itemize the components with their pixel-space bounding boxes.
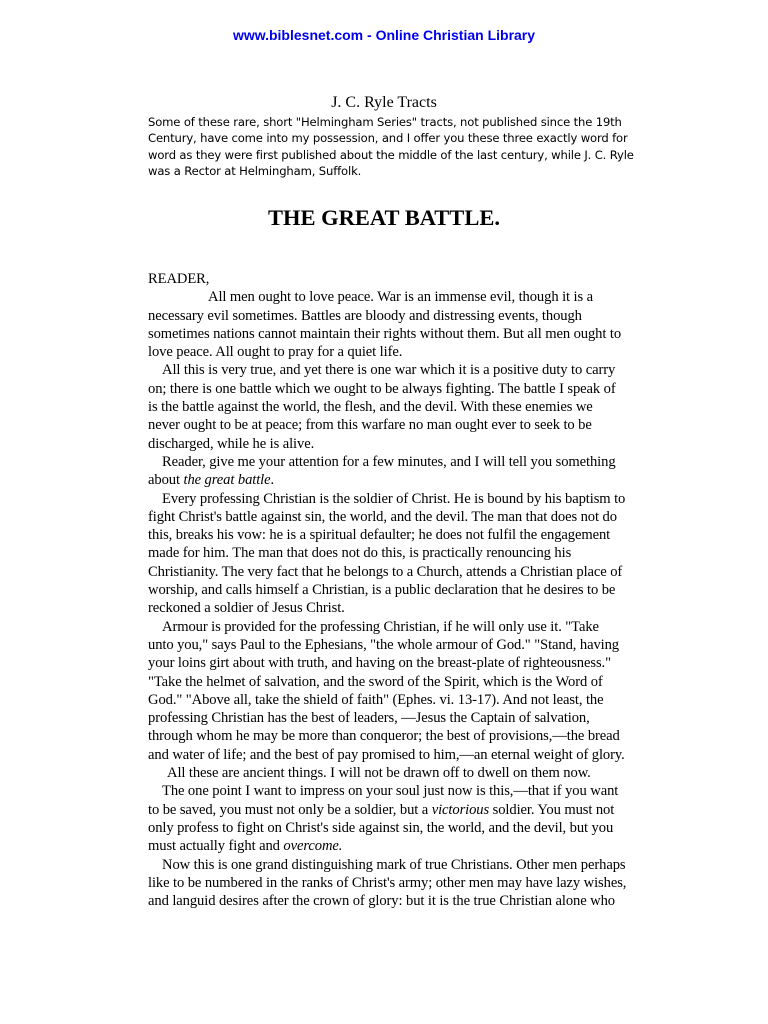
intro-line: was a Rector at Helmingham, Suffolk.: [148, 163, 362, 178]
tract-body: [148, 270, 668, 910]
intro-line: word as they were first published about the middle of the last century, while J. C. Ryle: [148, 147, 634, 162]
text-run: soldier. You must not: [489, 801, 615, 818]
body-line: reckoned a soldier of Jesus Christ.: [148, 600, 345, 617]
body-line: Christianity. The very fact that he belongs to a Church, attends a Christian place of: [148, 563, 623, 580]
body-line: unto you," says Paul to the Ephesians, "the whole armour of God." "Stand, having: [148, 636, 620, 653]
emphasis-text: overcome.: [283, 838, 343, 855]
body-line: God." "Above all, take the shield of faith" (Ephes. vi. 13-17). And not least, the: [148, 691, 604, 708]
body-line: is the battle against the world, the flesh, and the devil. With these enemies we: [148, 399, 593, 416]
body-line: like to be numbered in the ranks of Christ's army; other men may have lazy wishes,: [148, 874, 627, 891]
body-line: professing Christian has the best of leaders, —Jesus the Captain of salvation,: [148, 710, 590, 727]
body-line: necessary evil sometimes. Battles are bloody and distressing events, though: [148, 307, 582, 324]
emphasis-text: the great battle: [183, 472, 271, 489]
body-line: [148, 801, 668, 819]
body-line: Reader, give me your attention for a few minutes, and I will tell you something: [162, 453, 616, 470]
body-line: Armour is provided for the professing Christian, if he will only use it. "Take: [162, 618, 599, 635]
body-line: fight Christ's battle against sin, the world, and the devil. The man that does not do: [148, 508, 617, 525]
emphasis-text: victorious: [431, 801, 490, 818]
text-run: must actually fight and: [148, 838, 284, 855]
text-run: about: [148, 472, 184, 489]
body-line: only profess to fight on Christ's side against sin, the world, and the devil, but you: [148, 819, 614, 836]
intro-line: Century, have come into my possession, and I offer you these three exactly word for: [148, 131, 628, 146]
salutation: READER,: [148, 271, 210, 287]
body-line: on; there is one battle which we ought to be always fighting. The battle I speak of: [148, 380, 616, 397]
body-line: and water of life; and the best of pay promised to him,—an eternal weight of glory.: [148, 746, 625, 763]
series-title: J. C. Ryle Tracts: [331, 94, 437, 111]
body-line: never ought to be at peace; from this warfare no man ought ever to seek to be: [148, 417, 592, 434]
body-line: made for him. The man that does not do this, is practically renouncing his: [148, 545, 572, 562]
body-line: "Take the helmet of salvation, and the sword of the Spirit, which is the Word of: [148, 673, 603, 690]
text-run: .: [270, 472, 275, 489]
body-line: [148, 471, 668, 489]
body-line: and languid desires after the crown of glory: but it is the true Christian alone who: [148, 893, 615, 910]
body-line: Now this is one grand distinguishing mark of true Christians. Other men perhaps: [162, 856, 626, 873]
body-line: [148, 837, 668, 855]
body-line: discharged, while he is alive.: [148, 435, 315, 452]
body-line: through whom he may be more than conqueror; the best of provisions,—the bread: [148, 728, 620, 745]
body-line: All men ought to love peace. War is an immense evil, though it is a: [208, 289, 593, 306]
body-line: All these are ancient things. I will not be drawn off to dwell on them now.: [167, 765, 591, 782]
body-line: this, breaks his vow: he is a spiritual defaulter; he does not fulfil the engagement: [148, 527, 611, 544]
body-line: your loins girt about with truth, and having on the breast-plate of righteousness.": [148, 655, 611, 672]
tract-heading: THE GREAT BATTLE.: [268, 205, 500, 230]
body-line: love peace. All ought to pray for a quiet life.: [148, 344, 403, 361]
body-line: The one point I want to impress on your soul just now is this,—that if you want: [162, 783, 619, 800]
body-line: worship, and calls himself a Christian, is a public declaration that he desires to be: [148, 582, 616, 599]
body-line: Every professing Christian is the soldier of Christ. He is bound by his baptism to: [162, 490, 626, 507]
text-run: to be saved, you must not only be a soldier, but a: [148, 801, 432, 818]
intro-paragraph: [148, 114, 648, 179]
site-header-link[interactable]: www.biblesnet.com - Online Christian Library: [232, 27, 536, 43]
body-line: sometimes nations cannot maintain their rights without them. But all men ought to: [148, 325, 622, 342]
body-line: All this is very true, and yet there is one war which it is a positive duty to carry: [162, 362, 616, 379]
intro-line: Some of these rare, short "Helmingham Series" tracts, not published since the 19th: [148, 115, 622, 129]
